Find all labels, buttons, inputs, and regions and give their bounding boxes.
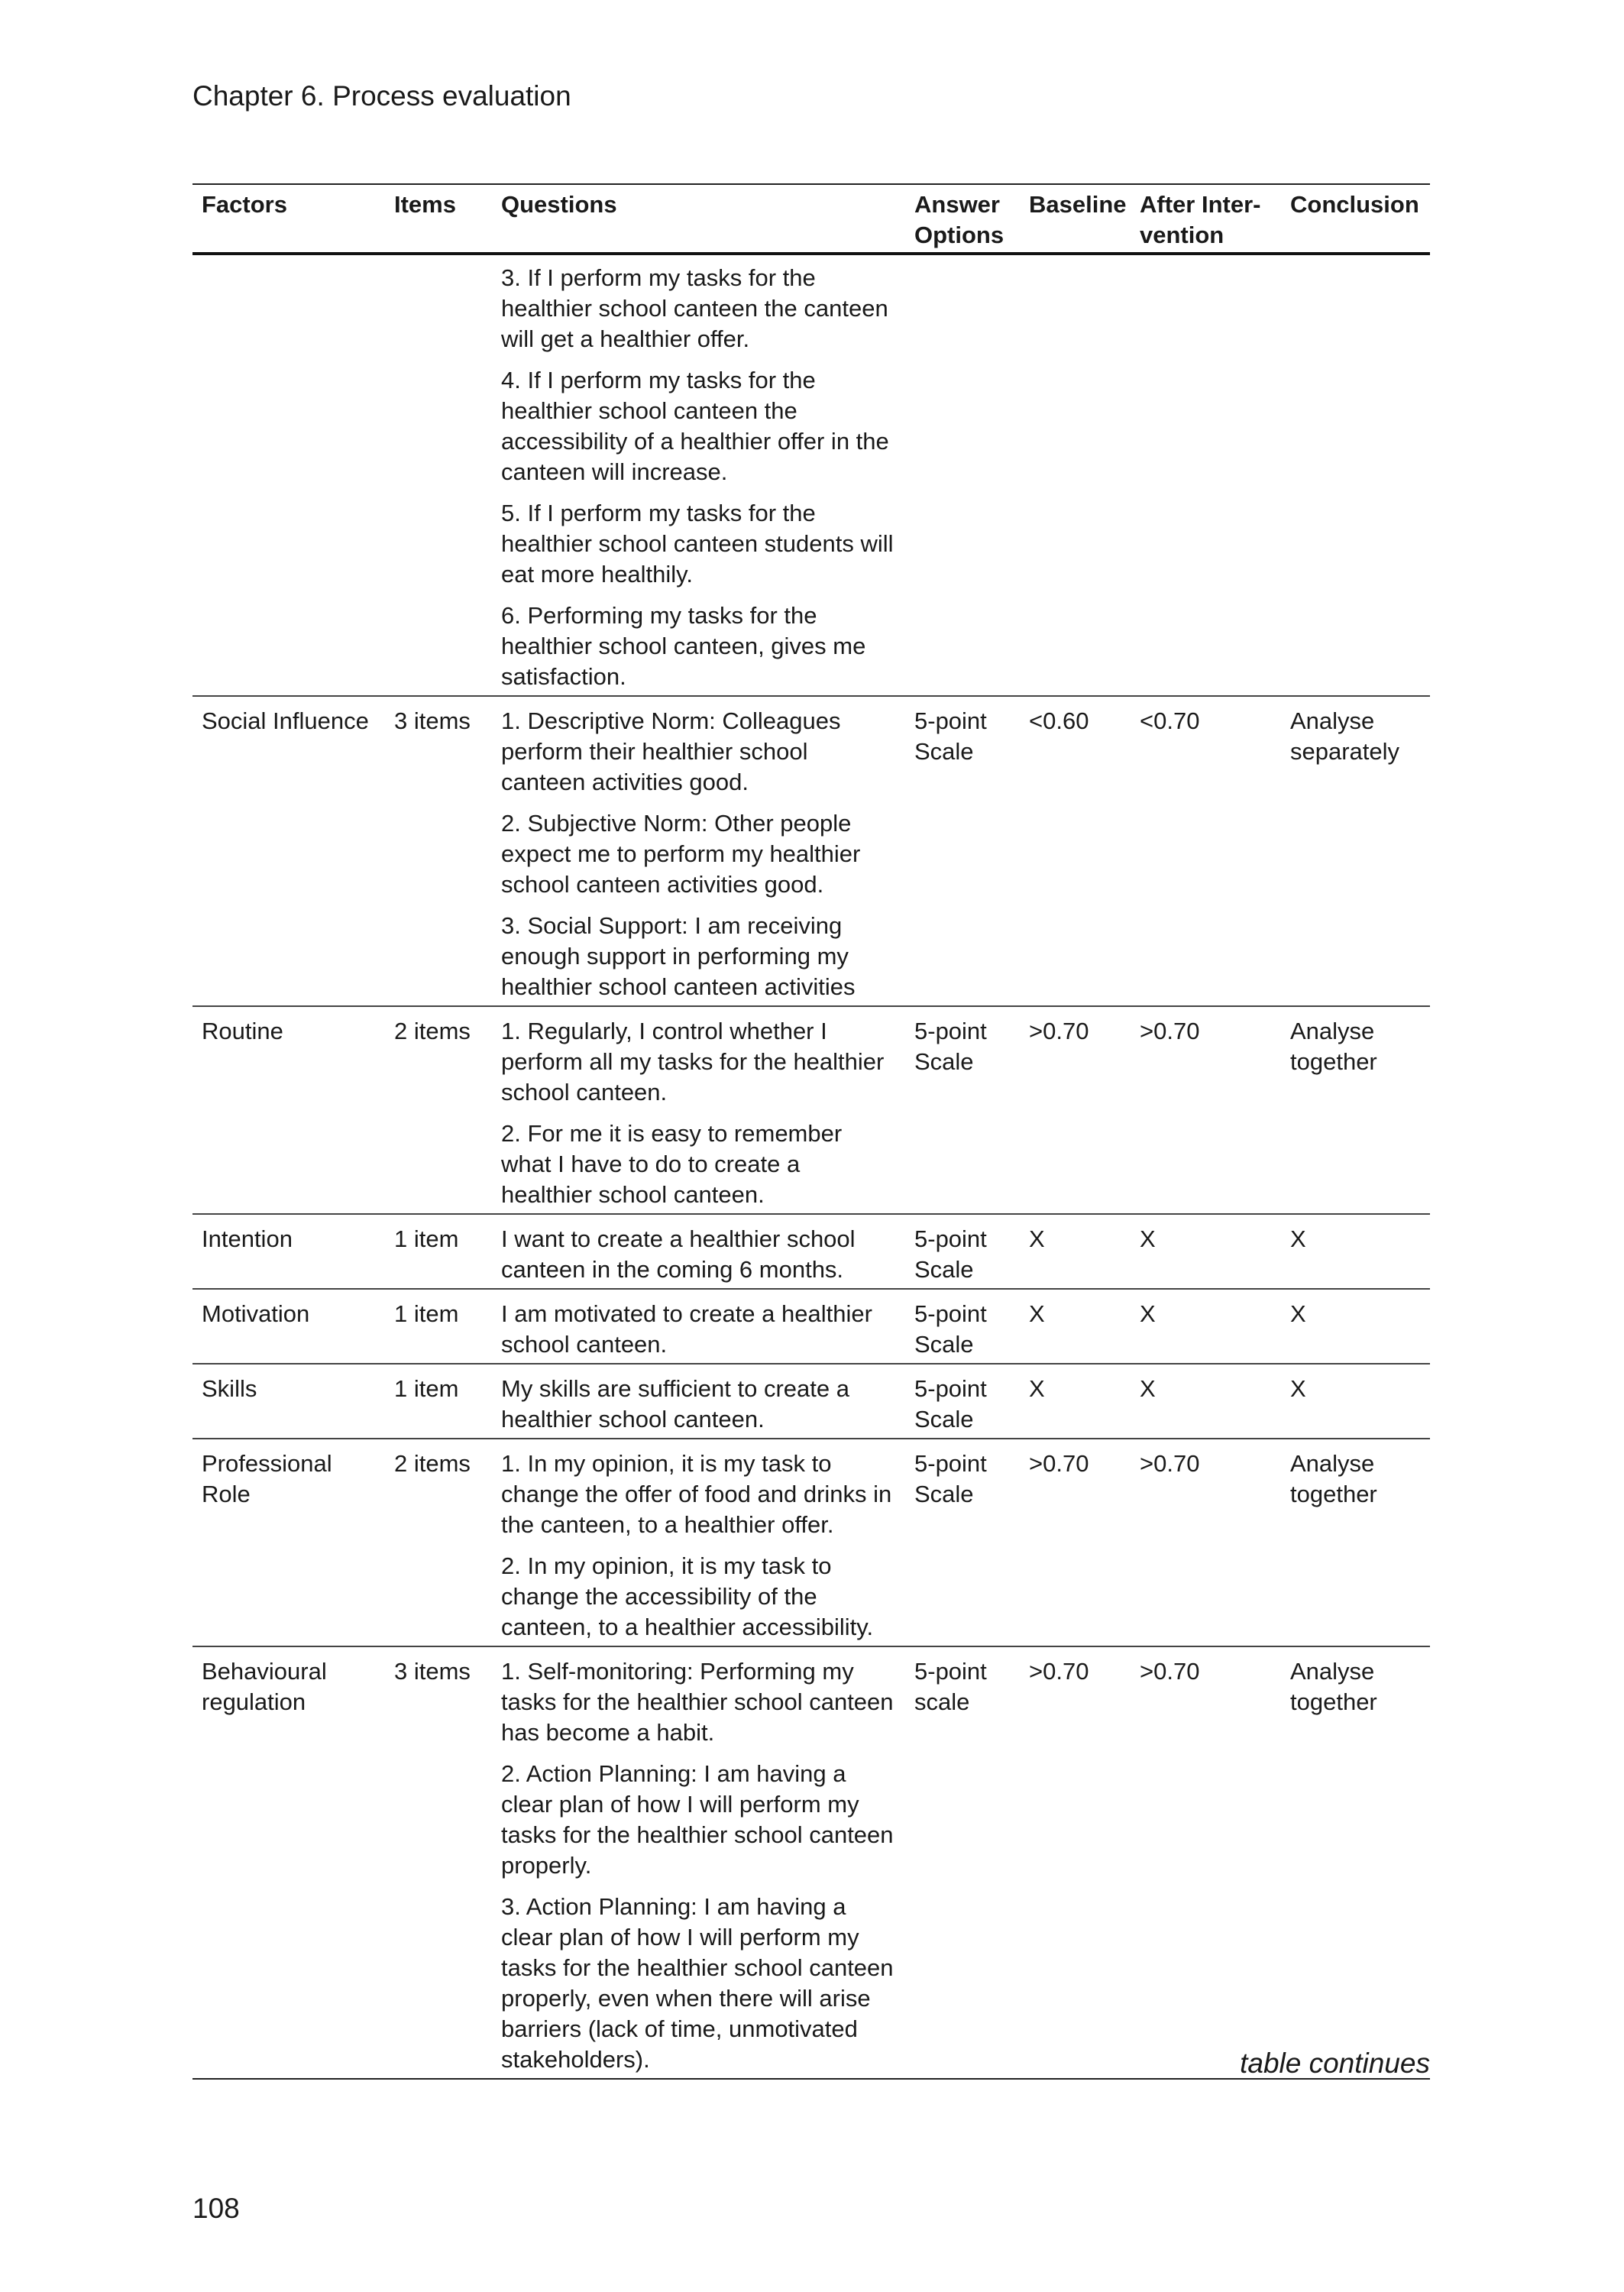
question-cell: 3. Action Planning: I am having a clear plan of how I will perform my tasks for the healthier school canteen properly, even when there will arise barriers (lack of time, unmotivated stakeholders). bbox=[501, 1893, 894, 2073]
baseline-cell: X bbox=[1029, 1300, 1045, 1327]
conclusion-cell: X bbox=[1290, 1225, 1306, 1252]
factor-cell: Routine bbox=[202, 1018, 283, 1044]
after-intervention-cell: >0.70 bbox=[1140, 1018, 1200, 1044]
items-cell: 2 items bbox=[394, 1450, 471, 1477]
column-header-questions: Questions bbox=[501, 191, 617, 218]
items-cell: 1 item bbox=[394, 1225, 459, 1252]
answer-options-cell: 5-point Scale bbox=[914, 707, 987, 765]
after-intervention-cell: X bbox=[1140, 1300, 1156, 1327]
conclusion-cell: Analyse separately bbox=[1290, 707, 1400, 765]
column-header-answer-options: Answer Options bbox=[914, 191, 1004, 248]
items-cell: 1 item bbox=[394, 1375, 459, 1402]
table-row bbox=[192, 593, 1430, 696]
conclusion-cell: Analyse together bbox=[1290, 1018, 1377, 1075]
factor-cell: Professional Role bbox=[202, 1450, 332, 1507]
column-header-baseline: Baseline bbox=[1029, 191, 1127, 218]
table-row-social-influence bbox=[192, 696, 1430, 801]
baseline-cell: X bbox=[1029, 1375, 1045, 1402]
items-cell: 1 item bbox=[394, 1300, 459, 1327]
header-row bbox=[192, 184, 1430, 254]
items-cell: 3 items bbox=[394, 1658, 471, 1685]
column-header-conclusion: Conclusion bbox=[1290, 191, 1419, 218]
table-row-intention bbox=[192, 1214, 1430, 1289]
question-cell: 2. In my opinion, it is my task to change the accessibility of the canteen, to a healthier accessibility. bbox=[501, 1552, 874, 1640]
page-header bbox=[192, 80, 571, 112]
conclusion-cell: X bbox=[1290, 1300, 1306, 1327]
answer-options-cell: 5-point Scale bbox=[914, 1225, 987, 1283]
after-intervention-cell: X bbox=[1140, 1375, 1156, 1402]
question-cell: 5. If I perform my tasks for the healthier school canteen students will eat more healthily. bbox=[501, 500, 894, 588]
answer-options-cell: 5-point Scale bbox=[914, 1300, 987, 1358]
question-cell: 3. If I perform my tasks for the healthier school canteen the canteen will get a healthier offer. bbox=[501, 264, 888, 352]
items-cell: 3 items bbox=[394, 707, 471, 734]
after-intervention-cell: <0.70 bbox=[1140, 707, 1200, 734]
conclusion-cell: Analyse together bbox=[1290, 1450, 1377, 1507]
after-intervention-cell: >0.70 bbox=[1140, 1450, 1200, 1477]
question-cell: 6. Performing my tasks for the healthier school canteen, gives me satisfaction. bbox=[501, 602, 866, 690]
answer-options-cell: 5-point scale bbox=[914, 1658, 987, 1715]
table-row bbox=[192, 490, 1430, 593]
answer-options-cell: 5-point Scale bbox=[914, 1450, 987, 1507]
conclusion-cell: Analyse together bbox=[1290, 1658, 1377, 1715]
table-body bbox=[192, 254, 1430, 2079]
question-cell: 2. Subjective Norm: Other people expect me to perform my healthier school canteen activities good. bbox=[501, 810, 861, 898]
answer-options-cell: 5-point Scale bbox=[914, 1375, 987, 1432]
table-row-professional-role bbox=[192, 1439, 1430, 1543]
chapter-title: Process evaluation bbox=[332, 80, 571, 112]
question-cell: I am motivated to create a healthier school canteen. bbox=[501, 1300, 872, 1358]
question-cell: 3. Social Support: I am receiving enough support in performing my healthier school canteen activities bbox=[501, 912, 856, 1000]
question-cell: My skills are sufficient to create a healthier school canteen. bbox=[501, 1375, 849, 1432]
column-header-items: Items bbox=[394, 191, 456, 218]
evaluation-table bbox=[192, 183, 1430, 2080]
evaluation-table-container bbox=[192, 183, 1430, 2080]
conclusion-cell: X bbox=[1290, 1375, 1306, 1402]
after-intervention-cell: >0.70 bbox=[1140, 1658, 1200, 1685]
baseline-cell: >0.70 bbox=[1029, 1018, 1089, 1044]
table-row bbox=[192, 254, 1430, 358]
factor-cell: Skills bbox=[202, 1375, 257, 1402]
after-intervention-cell: X bbox=[1140, 1225, 1156, 1252]
question-cell: 1. In my opinion, it is my task to change the offer of food and drinks in the canteen, to a healthier offer. bbox=[501, 1450, 892, 1538]
table-row-routine bbox=[192, 1006, 1430, 1111]
table-row-skills bbox=[192, 1364, 1430, 1439]
question-cell: 1. Regularly, I control whether I perform all my tasks for the healthier school canteen. bbox=[501, 1018, 885, 1106]
baseline-cell: >0.70 bbox=[1029, 1450, 1089, 1477]
chapter-number: Chapter 6. bbox=[192, 80, 325, 112]
factor-cell: Behavioural regulation bbox=[202, 1658, 327, 1715]
factor-cell: Social Influence bbox=[202, 707, 369, 734]
table-row-behavioural-regulation bbox=[192, 1646, 1430, 1751]
page-number: 108 bbox=[192, 2193, 240, 2224]
table-header bbox=[192, 184, 1430, 254]
column-header-factors: Factors bbox=[202, 191, 287, 218]
answer-options-cell: 5-point Scale bbox=[914, 1018, 987, 1075]
baseline-cell: <0.60 bbox=[1029, 707, 1089, 734]
items-cell: 2 items bbox=[394, 1018, 471, 1044]
question-cell: 1. Self-monitoring: Performing my tasks for the healthier school canteen has become a habit. bbox=[501, 1658, 894, 1746]
question-cell: 4. If I perform my tasks for the healthier school canteen the accessibility of a healthier offer in the canteen will increase. bbox=[501, 367, 889, 485]
question-cell: 2. For me it is easy to remember what I have to do to create a healthier school canteen. bbox=[501, 1120, 843, 1208]
factor-cell: Intention bbox=[202, 1225, 293, 1252]
table-row-motivation bbox=[192, 1289, 1430, 1364]
baseline-cell: >0.70 bbox=[1029, 1658, 1089, 1685]
question-cell: 2. Action Planning: I am having a clear plan of how I will perform my tasks for the healthier school canteen properly. bbox=[501, 1760, 894, 1879]
table-row bbox=[192, 358, 1430, 490]
question-cell: 1. Descriptive Norm: Colleagues perform their healthier school canteen activities good. bbox=[501, 707, 841, 795]
table-continues-note: table continues bbox=[1240, 2048, 1430, 2079]
question-cell: I want to create a healthier school canteen in the coming 6 months. bbox=[501, 1225, 856, 1283]
baseline-cell: X bbox=[1029, 1225, 1045, 1252]
factor-cell: Motivation bbox=[202, 1300, 310, 1327]
column-header-after-intervention: After Inter-vention bbox=[1140, 191, 1261, 248]
